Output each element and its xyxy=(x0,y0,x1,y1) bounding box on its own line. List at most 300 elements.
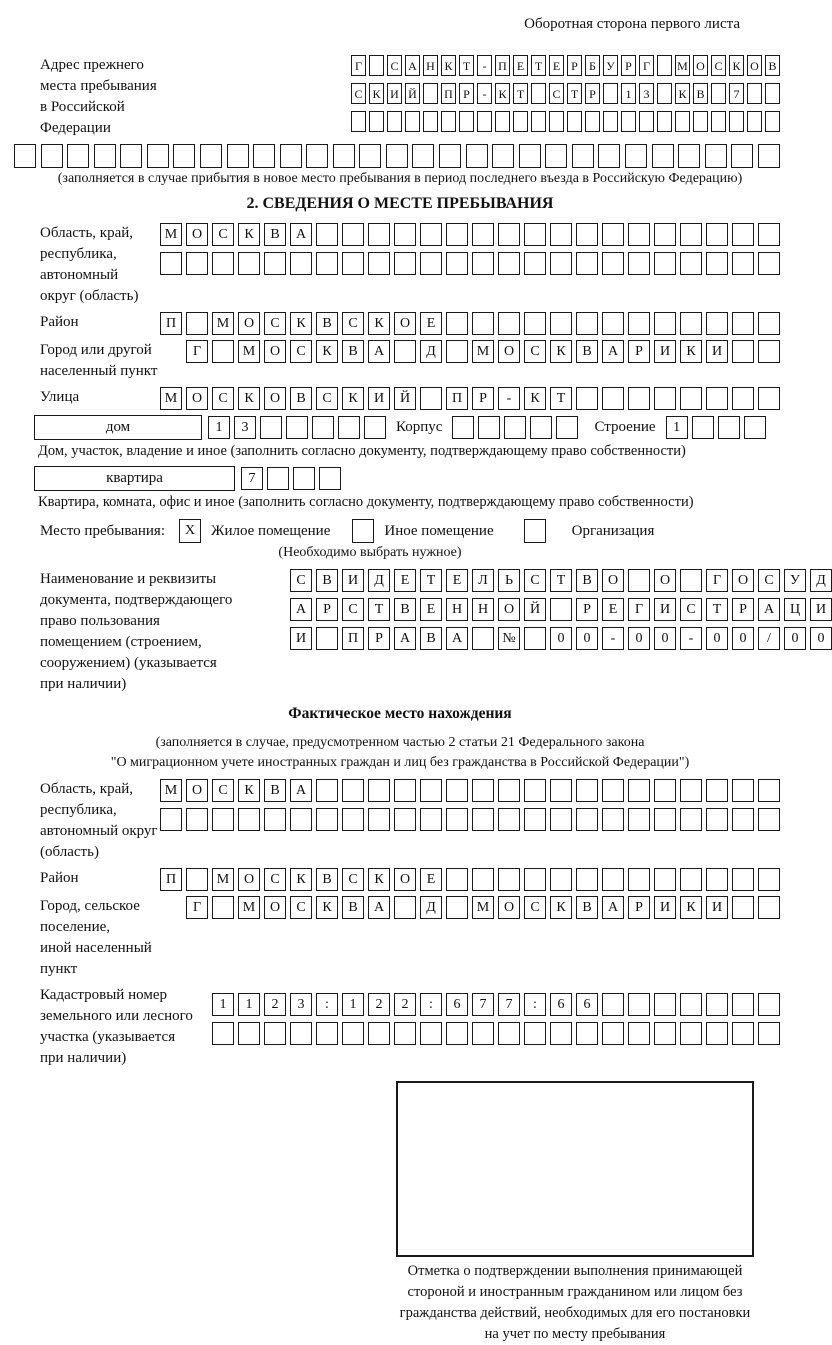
char-cell[interactable]: С xyxy=(758,569,780,592)
char-cell[interactable]: О xyxy=(394,312,416,335)
char-cell[interactable] xyxy=(576,868,598,891)
char-cell[interactable]: Р xyxy=(585,83,600,104)
char-cell[interactable] xyxy=(498,252,520,275)
char-cell[interactable] xyxy=(472,808,494,831)
char-cell[interactable] xyxy=(368,808,390,831)
char-cell[interactable] xyxy=(420,1022,442,1045)
char-cell[interactable]: К xyxy=(680,896,702,919)
char-cell[interactable] xyxy=(732,896,754,919)
char-cell[interactable]: И xyxy=(654,340,676,363)
char-cell[interactable]: В xyxy=(576,340,598,363)
char-cell[interactable] xyxy=(306,144,328,168)
char-cell[interactable]: № xyxy=(498,627,520,650)
char-cell[interactable] xyxy=(550,779,572,802)
char-cell[interactable]: П xyxy=(446,387,468,410)
char-cell[interactable]: А xyxy=(446,627,468,650)
char-cell[interactable]: 2 xyxy=(394,993,416,1016)
char-cell[interactable]: К xyxy=(495,83,510,104)
char-cell[interactable] xyxy=(524,1022,546,1045)
char-cell[interactable] xyxy=(290,808,312,831)
char-cell[interactable]: Р xyxy=(628,896,650,919)
char-cell[interactable]: С xyxy=(212,779,234,802)
char-cell[interactable] xyxy=(420,252,442,275)
char-cell[interactable]: Д xyxy=(810,569,832,592)
char-cell[interactable]: В xyxy=(264,779,286,802)
char-cell[interactable]: Г xyxy=(706,569,728,592)
char-cell[interactable] xyxy=(253,144,275,168)
char-cell[interactable]: К xyxy=(342,387,364,410)
char-cell[interactable]: 1 xyxy=(212,993,234,1016)
char-cell[interactable] xyxy=(423,111,438,132)
char-cell[interactable] xyxy=(412,144,434,168)
char-cell[interactable]: К xyxy=(729,55,744,76)
char-cell[interactable] xyxy=(212,1022,234,1045)
char-cell[interactable] xyxy=(758,387,780,410)
char-cell[interactable]: 2 xyxy=(368,993,390,1016)
char-cell[interactable]: У xyxy=(603,55,618,76)
char-cell[interactable]: А xyxy=(602,896,624,919)
char-cell[interactable] xyxy=(394,1022,416,1045)
char-cell[interactable] xyxy=(711,83,726,104)
char-cell[interactable] xyxy=(290,1022,312,1045)
char-cell[interactable] xyxy=(603,83,618,104)
char-cell[interactable]: С xyxy=(212,223,234,246)
char-cell[interactable]: Н xyxy=(423,55,438,76)
char-cell[interactable]: 0 xyxy=(654,627,676,650)
char-cell[interactable]: Е xyxy=(420,868,442,891)
char-cell[interactable]: 7 xyxy=(729,83,744,104)
char-cell[interactable] xyxy=(680,387,702,410)
char-cell[interactable]: С xyxy=(342,598,364,621)
char-cell[interactable] xyxy=(316,252,338,275)
char-cell[interactable] xyxy=(316,627,338,650)
char-cell[interactable] xyxy=(200,144,222,168)
apartment-field-box[interactable]: квартира xyxy=(34,466,235,491)
char-cell[interactable]: В xyxy=(576,896,598,919)
char-cell[interactable] xyxy=(628,569,650,592)
char-cell[interactable]: М xyxy=(472,340,494,363)
char-cell[interactable] xyxy=(706,779,728,802)
char-cell[interactable]: 3 xyxy=(639,83,654,104)
char-cell[interactable]: Р xyxy=(567,55,582,76)
char-cell[interactable]: Е xyxy=(446,569,468,592)
char-cell[interactable] xyxy=(524,808,546,831)
char-cell[interactable] xyxy=(472,312,494,335)
char-cell[interactable] xyxy=(625,144,647,168)
char-cell[interactable] xyxy=(472,868,494,891)
char-cell[interactable] xyxy=(446,252,468,275)
char-cell[interactable]: С xyxy=(680,598,702,621)
char-cell[interactable] xyxy=(498,312,520,335)
char-cell[interactable] xyxy=(459,111,474,132)
char-cell[interactable] xyxy=(186,868,208,891)
char-cell[interactable]: А xyxy=(758,598,780,621)
char-cell[interactable]: 7 xyxy=(472,993,494,1016)
char-cell[interactable]: Н xyxy=(446,598,468,621)
char-cell[interactable] xyxy=(621,111,636,132)
char-cell[interactable] xyxy=(545,144,567,168)
char-cell[interactable] xyxy=(675,111,690,132)
char-cell[interactable] xyxy=(705,144,727,168)
char-cell[interactable] xyxy=(758,896,780,919)
char-cell[interactable] xyxy=(394,340,416,363)
char-cell[interactable]: 0 xyxy=(810,627,832,650)
char-cell[interactable] xyxy=(732,1022,754,1045)
char-cell[interactable]: П xyxy=(160,868,182,891)
char-cell[interactable] xyxy=(41,144,63,168)
char-cell[interactable]: 1 xyxy=(342,993,364,1016)
char-cell[interactable] xyxy=(342,252,364,275)
char-cell[interactable]: : xyxy=(420,993,442,1016)
char-cell[interactable] xyxy=(280,144,302,168)
char-cell[interactable] xyxy=(472,252,494,275)
char-cell[interactable] xyxy=(446,779,468,802)
char-cell[interactable]: В xyxy=(576,569,598,592)
char-cell[interactable] xyxy=(598,144,620,168)
char-cell[interactable] xyxy=(706,387,728,410)
char-cell[interactable] xyxy=(466,144,488,168)
char-cell[interactable]: И xyxy=(368,387,390,410)
char-cell[interactable] xyxy=(680,1022,702,1045)
char-cell[interactable] xyxy=(316,779,338,802)
char-cell[interactable]: О xyxy=(498,598,520,621)
char-cell[interactable]: 1 xyxy=(208,416,230,439)
char-cell[interactable] xyxy=(576,223,598,246)
char-cell[interactable]: О xyxy=(693,55,708,76)
char-cell[interactable]: 0 xyxy=(784,627,806,650)
char-cell[interactable] xyxy=(732,387,754,410)
char-cell[interactable] xyxy=(290,252,312,275)
char-cell[interactable] xyxy=(628,868,650,891)
char-cell[interactable] xyxy=(472,223,494,246)
char-cell[interactable] xyxy=(386,144,408,168)
char-cell[interactable] xyxy=(531,83,546,104)
char-cell[interactable] xyxy=(680,808,702,831)
char-cell[interactable] xyxy=(446,896,468,919)
char-cell[interactable] xyxy=(602,387,624,410)
char-cell[interactable] xyxy=(238,808,260,831)
char-cell[interactable] xyxy=(731,144,753,168)
char-cell[interactable] xyxy=(602,252,624,275)
char-cell[interactable] xyxy=(628,1022,650,1045)
char-cell[interactable]: С xyxy=(316,387,338,410)
char-cell[interactable]: 6 xyxy=(550,993,572,1016)
char-cell[interactable] xyxy=(316,223,338,246)
char-cell[interactable] xyxy=(351,111,366,132)
char-cell[interactable] xyxy=(680,569,702,592)
char-cell[interactable] xyxy=(732,868,754,891)
char-cell[interactable]: Е xyxy=(420,312,442,335)
char-cell[interactable]: 0 xyxy=(576,627,598,650)
char-cell[interactable] xyxy=(478,416,500,439)
char-cell[interactable] xyxy=(758,340,780,363)
char-cell[interactable]: О xyxy=(394,868,416,891)
char-cell[interactable] xyxy=(394,252,416,275)
char-cell[interactable] xyxy=(602,312,624,335)
char-cell[interactable]: И xyxy=(810,598,832,621)
char-cell[interactable]: И xyxy=(654,598,676,621)
char-cell[interactable]: О xyxy=(602,569,624,592)
char-cell[interactable] xyxy=(342,779,364,802)
char-cell[interactable]: Т xyxy=(550,569,572,592)
char-cell[interactable] xyxy=(369,111,384,132)
char-cell[interactable] xyxy=(394,808,416,831)
char-cell[interactable] xyxy=(758,252,780,275)
char-cell[interactable] xyxy=(498,223,520,246)
char-cell[interactable] xyxy=(628,779,650,802)
char-cell[interactable]: К xyxy=(441,55,456,76)
char-cell[interactable] xyxy=(342,808,364,831)
char-cell[interactable]: А xyxy=(368,340,390,363)
char-cell[interactable] xyxy=(312,416,334,439)
char-cell[interactable] xyxy=(758,1022,780,1045)
char-cell[interactable]: К xyxy=(316,896,338,919)
char-cell[interactable]: В xyxy=(420,627,442,650)
char-cell[interactable] xyxy=(267,467,289,490)
char-cell[interactable]: М xyxy=(160,223,182,246)
char-cell[interactable] xyxy=(732,252,754,275)
char-cell[interactable]: А xyxy=(290,223,312,246)
char-cell[interactable]: : xyxy=(316,993,338,1016)
char-cell[interactable] xyxy=(718,416,740,439)
char-cell[interactable] xyxy=(550,312,572,335)
char-cell[interactable]: - xyxy=(498,387,520,410)
char-cell[interactable]: К xyxy=(316,340,338,363)
char-cell[interactable]: В xyxy=(765,55,780,76)
char-cell[interactable]: - xyxy=(602,627,624,650)
char-cell[interactable] xyxy=(498,1022,520,1045)
char-cell[interactable] xyxy=(657,83,672,104)
char-cell[interactable]: 2 xyxy=(264,993,286,1016)
char-cell[interactable]: Т xyxy=(567,83,582,104)
char-cell[interactable]: С xyxy=(290,340,312,363)
char-cell[interactable]: С xyxy=(342,312,364,335)
char-cell[interactable] xyxy=(498,808,520,831)
char-cell[interactable]: Т xyxy=(550,387,572,410)
char-cell[interactable]: 0 xyxy=(706,627,728,650)
char-cell[interactable] xyxy=(238,252,260,275)
char-cell[interactable] xyxy=(654,779,676,802)
char-cell[interactable] xyxy=(693,111,708,132)
char-cell[interactable] xyxy=(524,779,546,802)
char-cell[interactable] xyxy=(654,808,676,831)
char-cell[interactable] xyxy=(452,416,474,439)
char-cell[interactable]: Т xyxy=(706,598,728,621)
char-cell[interactable] xyxy=(628,387,650,410)
char-cell[interactable]: Т xyxy=(420,569,442,592)
char-cell[interactable] xyxy=(729,111,744,132)
char-cell[interactable] xyxy=(680,312,702,335)
char-cell[interactable] xyxy=(368,779,390,802)
char-cell[interactable]: - xyxy=(477,83,492,104)
char-cell[interactable] xyxy=(173,144,195,168)
char-cell[interactable] xyxy=(602,1022,624,1045)
char-cell[interactable] xyxy=(446,340,468,363)
char-cell[interactable]: Й xyxy=(405,83,420,104)
char-cell[interactable] xyxy=(652,144,674,168)
char-cell[interactable]: М xyxy=(238,896,260,919)
char-cell[interactable] xyxy=(567,111,582,132)
char-cell[interactable] xyxy=(342,1022,364,1045)
char-cell[interactable]: Д xyxy=(368,569,390,592)
organization-checkbox[interactable] xyxy=(524,519,546,543)
char-cell[interactable]: О xyxy=(747,55,762,76)
residential-checkbox[interactable]: X xyxy=(179,519,201,543)
char-cell[interactable] xyxy=(692,416,714,439)
char-cell[interactable]: О xyxy=(186,387,208,410)
char-cell[interactable] xyxy=(524,868,546,891)
char-cell[interactable]: К xyxy=(238,387,260,410)
char-cell[interactable]: К xyxy=(550,896,572,919)
char-cell[interactable] xyxy=(477,111,492,132)
char-cell[interactable] xyxy=(368,252,390,275)
char-cell[interactable] xyxy=(732,993,754,1016)
char-cell[interactable]: К xyxy=(368,312,390,335)
char-cell[interactable]: 7 xyxy=(241,467,263,490)
char-cell[interactable]: Б xyxy=(585,55,600,76)
char-cell[interactable] xyxy=(492,144,514,168)
char-cell[interactable] xyxy=(472,779,494,802)
char-cell[interactable] xyxy=(186,808,208,831)
char-cell[interactable]: О xyxy=(264,896,286,919)
char-cell[interactable]: С xyxy=(711,55,726,76)
char-cell[interactable] xyxy=(732,779,754,802)
char-cell[interactable] xyxy=(758,223,780,246)
char-cell[interactable] xyxy=(732,223,754,246)
char-cell[interactable]: К xyxy=(369,83,384,104)
char-cell[interactable] xyxy=(680,779,702,802)
char-cell[interactable]: А xyxy=(290,598,312,621)
char-cell[interactable] xyxy=(602,993,624,1016)
char-cell[interactable] xyxy=(576,779,598,802)
char-cell[interactable] xyxy=(446,808,468,831)
char-cell[interactable] xyxy=(394,779,416,802)
char-cell[interactable]: А xyxy=(394,627,416,650)
char-cell[interactable] xyxy=(576,252,598,275)
char-cell[interactable]: О xyxy=(264,340,286,363)
char-cell[interactable] xyxy=(368,223,390,246)
char-cell[interactable]: Р xyxy=(459,83,474,104)
char-cell[interactable] xyxy=(550,808,572,831)
char-cell[interactable]: С xyxy=(524,896,546,919)
char-cell[interactable] xyxy=(446,868,468,891)
char-cell[interactable]: 1 xyxy=(666,416,688,439)
char-cell[interactable] xyxy=(602,868,624,891)
char-cell[interactable] xyxy=(576,312,598,335)
char-cell[interactable]: : xyxy=(524,993,546,1016)
char-cell[interactable] xyxy=(359,144,381,168)
char-cell[interactable] xyxy=(585,111,600,132)
char-cell[interactable] xyxy=(531,111,546,132)
char-cell[interactable]: А xyxy=(405,55,420,76)
char-cell[interactable]: И xyxy=(387,83,402,104)
char-cell[interactable]: 1 xyxy=(621,83,636,104)
char-cell[interactable]: Т xyxy=(531,55,546,76)
char-cell[interactable] xyxy=(657,55,672,76)
char-cell[interactable]: Д xyxy=(420,896,442,919)
char-cell[interactable] xyxy=(160,252,182,275)
char-cell[interactable] xyxy=(550,252,572,275)
char-cell[interactable]: - xyxy=(680,627,702,650)
char-cell[interactable]: М xyxy=(212,868,234,891)
char-cell[interactable] xyxy=(654,387,676,410)
char-cell[interactable]: К xyxy=(524,387,546,410)
char-cell[interactable] xyxy=(639,111,654,132)
char-cell[interactable]: В xyxy=(316,569,338,592)
char-cell[interactable]: Ь xyxy=(498,569,520,592)
char-cell[interactable]: С xyxy=(264,312,286,335)
char-cell[interactable] xyxy=(758,868,780,891)
char-cell[interactable]: О xyxy=(654,569,676,592)
char-cell[interactable] xyxy=(706,223,728,246)
char-cell[interactable]: 3 xyxy=(234,416,256,439)
char-cell[interactable] xyxy=(212,896,234,919)
char-cell[interactable]: М xyxy=(160,779,182,802)
char-cell[interactable] xyxy=(14,144,36,168)
char-cell[interactable]: К xyxy=(680,340,702,363)
char-cell[interactable]: И xyxy=(654,896,676,919)
char-cell[interactable]: И xyxy=(706,896,728,919)
char-cell[interactable]: М xyxy=(675,55,690,76)
char-cell[interactable]: В xyxy=(316,868,338,891)
char-cell[interactable] xyxy=(446,312,468,335)
char-cell[interactable]: К xyxy=(238,223,260,246)
char-cell[interactable] xyxy=(550,868,572,891)
char-cell[interactable]: Е xyxy=(513,55,528,76)
char-cell[interactable] xyxy=(706,252,728,275)
char-cell[interactable] xyxy=(765,111,780,132)
char-cell[interactable] xyxy=(186,312,208,335)
char-cell[interactable]: 0 xyxy=(732,627,754,650)
char-cell[interactable] xyxy=(765,83,780,104)
char-cell[interactable]: В xyxy=(316,312,338,335)
char-cell[interactable] xyxy=(498,868,520,891)
char-cell[interactable]: Р xyxy=(472,387,494,410)
char-cell[interactable] xyxy=(680,868,702,891)
char-cell[interactable] xyxy=(524,223,546,246)
char-cell[interactable]: 6 xyxy=(446,993,468,1016)
char-cell[interactable]: А xyxy=(290,779,312,802)
char-cell[interactable]: В xyxy=(342,896,364,919)
char-cell[interactable]: С xyxy=(387,55,402,76)
char-cell[interactable] xyxy=(603,111,618,132)
char-cell[interactable] xyxy=(513,111,528,132)
char-cell[interactable] xyxy=(524,252,546,275)
char-cell[interactable]: В xyxy=(394,598,416,621)
char-cell[interactable] xyxy=(628,223,650,246)
char-cell[interactable] xyxy=(286,416,308,439)
char-cell[interactable]: Й xyxy=(524,598,546,621)
char-cell[interactable] xyxy=(260,416,282,439)
char-cell[interactable]: О xyxy=(186,223,208,246)
char-cell[interactable] xyxy=(711,111,726,132)
char-cell[interactable] xyxy=(387,111,402,132)
char-cell[interactable] xyxy=(420,387,442,410)
char-cell[interactable] xyxy=(706,1022,728,1045)
char-cell[interactable] xyxy=(602,223,624,246)
char-cell[interactable]: У xyxy=(784,569,806,592)
char-cell[interactable]: О xyxy=(732,569,754,592)
char-cell[interactable] xyxy=(654,993,676,1016)
char-cell[interactable]: Р xyxy=(628,340,650,363)
char-cell[interactable]: М xyxy=(238,340,260,363)
char-cell[interactable] xyxy=(732,340,754,363)
char-cell[interactable] xyxy=(368,1022,390,1045)
house-field-box[interactable]: дом xyxy=(34,415,202,440)
char-cell[interactable]: К xyxy=(290,868,312,891)
char-cell[interactable] xyxy=(238,1022,260,1045)
char-cell[interactable] xyxy=(504,416,526,439)
